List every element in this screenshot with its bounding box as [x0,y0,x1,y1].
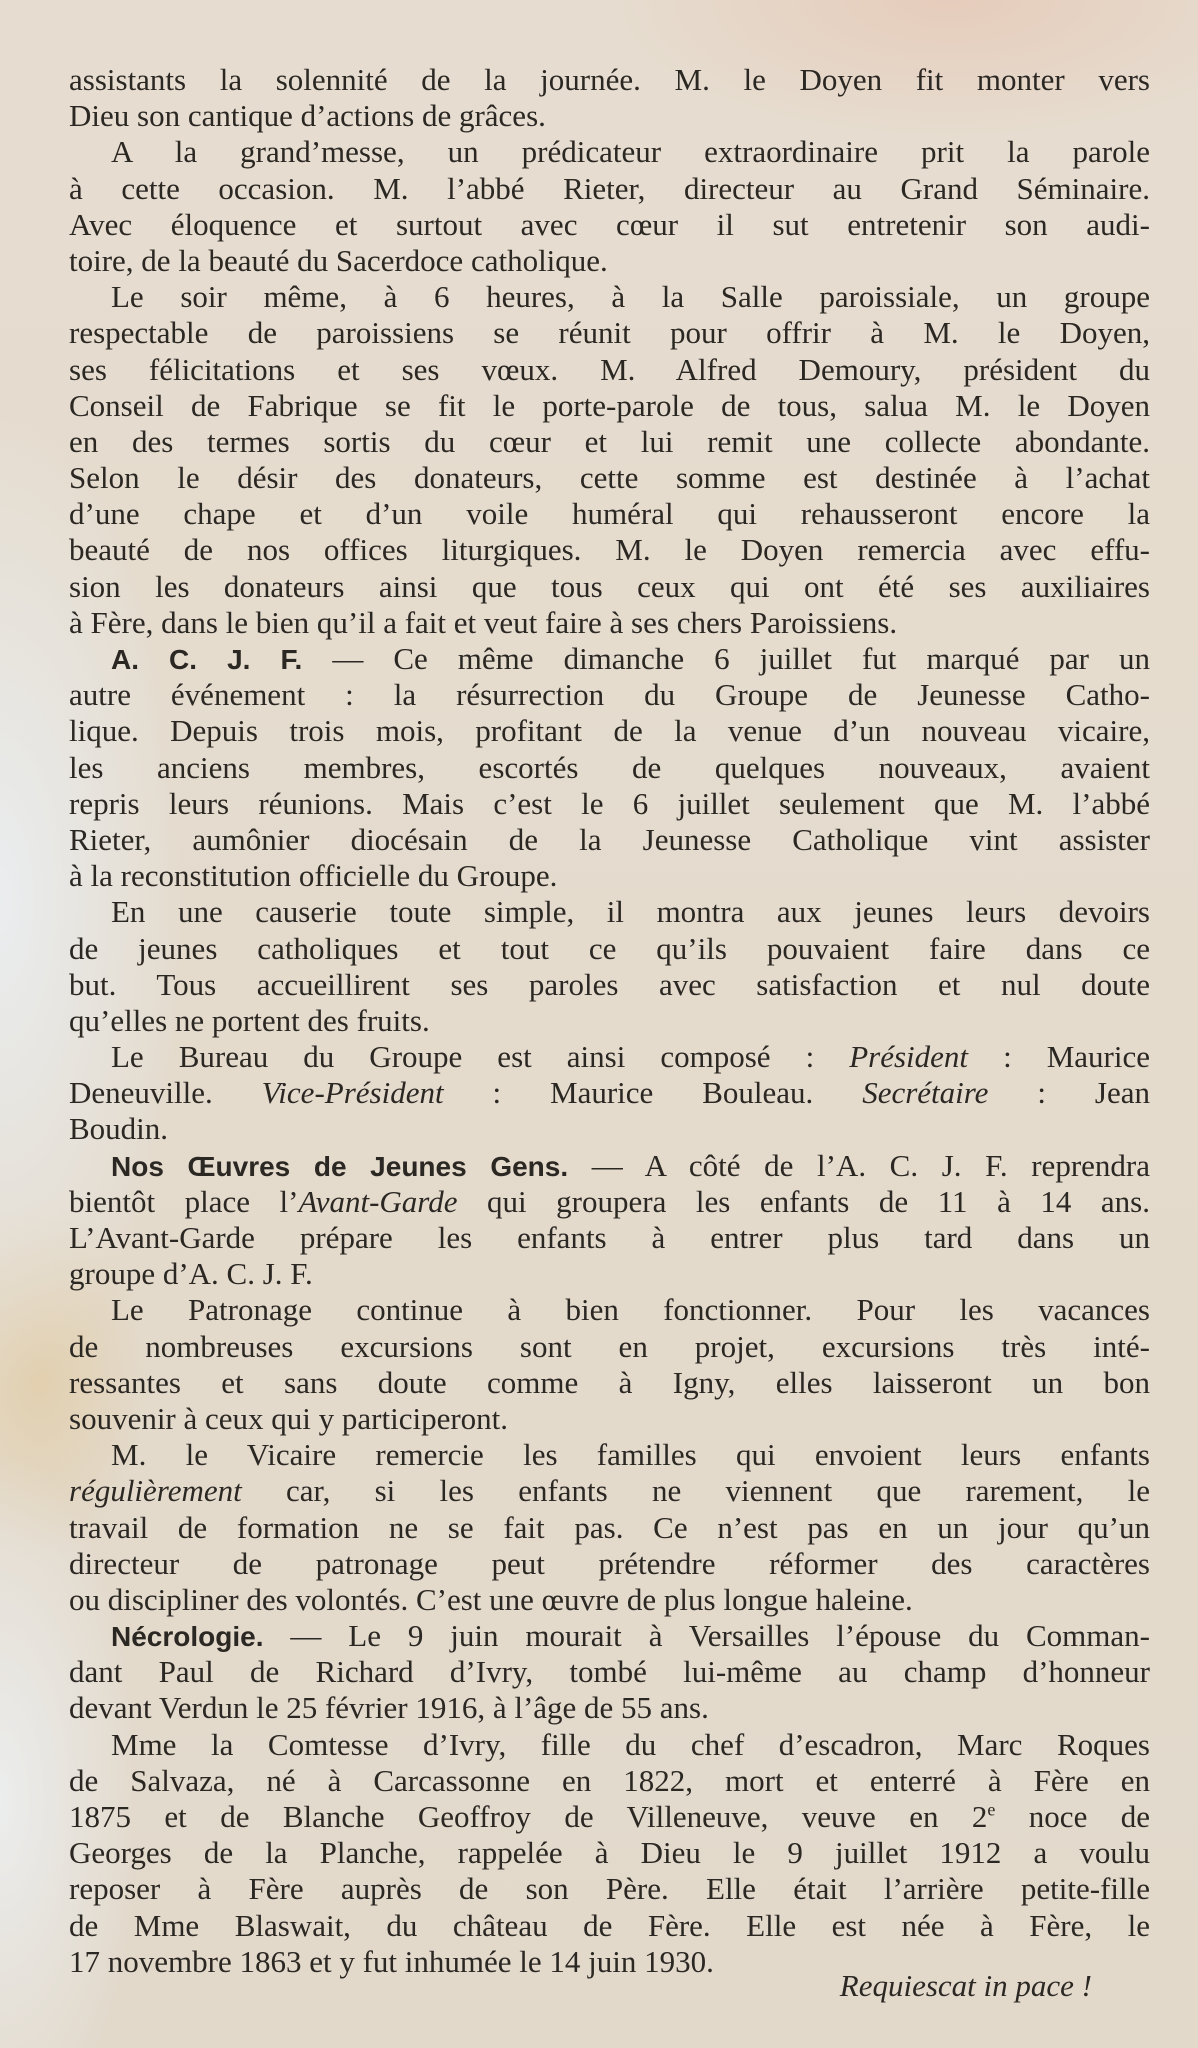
section-heading: Nécrologie. [111,1621,264,1653]
text-segment: bientôt place l’ [69,1183,299,1219]
text-line [69,1690,1150,1726]
text-segment: de nombreuses excursions sont en projet, excursions très inté- [69,1328,1150,1364]
text-line [69,967,1150,1003]
text-segment: à cette occasion. M. l’abbé Rieter, directeur au Grand Séminaire. [69,170,1150,206]
text-segment: repris leurs réunions. Mais c’est le 6 juillet seulement que M. l’abbé [69,785,1150,821]
text-line [69,605,1150,641]
text-segment: à Fère, dans le bien qu’il a fait et veut faire à ses chers Paroissiens. [69,604,898,640]
text-segment: Le soir même, à 6 heures, à la Salle paroissiale, un groupe [111,279,1150,315]
text-segment: qu’elles ne portent des fruits. [69,1002,430,1038]
text-segment: d’une chape et d’un voile huméral qui rehausseront encore la [69,496,1150,532]
text-line [69,1148,1150,1184]
text-segment: respectable de paroissiens se réunit pour offrir à M. le Doyen, [69,315,1150,351]
text-segment: — Le 9 juin mourait à Versailles l’épouse du Comman- [263,1618,1150,1654]
text-segment: ou discipliner des volontés. C’est une œuvre de plus longue haleine. [69,1581,913,1617]
text-segment: de jeunes catholiques et tout ce qu’ils pouvaient faire dans ce [69,930,1150,966]
text-line [69,1256,1150,1292]
text-segment: but. Tous accueillirent ses paroles avec satisfaction et nul doute [69,966,1150,1002]
text-line [69,388,1150,424]
text-segment: groupe d’A. C. J. F. [69,1256,313,1292]
text-line [69,496,1150,532]
superscript: e [987,1799,996,1820]
text-segment: : Maurice [968,1039,1150,1075]
text-line [69,134,1150,170]
text-segment: en des termes sortis du cœur et lui remit une collecte abondante. [69,423,1150,459]
text-line [69,1075,1150,1111]
text-segment: dant Paul de Richard d’Ivry, tombé lui-même au champ d’honneur [69,1654,1150,1690]
text-segment: directeur de patronage peut prétendre réformer des caractères [69,1545,1150,1581]
text-line [69,98,1150,134]
text-line [69,1184,1150,1220]
text-line [69,279,1150,315]
text-segment: à la reconstitution officielle du Groupe. [69,858,558,894]
text-segment: reposer à Fère auprès de son Père. Elle était l’arrière petite-fille [69,1871,1150,1907]
text-segment: Avec éloquence et surtout avec cœur il sut entretenir son audi- [69,206,1150,242]
text-line [69,1292,1150,1328]
text-segment: car, si les enfants ne viennent que rarement, le [241,1473,1150,1509]
italic-text: Secrétaire [862,1075,989,1111]
text-line [69,1473,1150,1509]
text-line [69,1111,1150,1147]
text-line [69,1835,1150,1871]
text-line [69,532,1150,568]
text-line [69,677,1150,713]
text-line [69,858,1150,894]
text-segment: autre événement : la résurrection du Groupe de Jeunesse Catho- [69,677,1150,713]
text-segment: travail de formation ne se fait pas. Ce n’est pas en un jour qu’un [69,1509,1150,1545]
text-line [69,822,1150,858]
document-page [69,62,1150,2004]
text-line [69,1220,1150,1256]
text-line [69,1003,1150,1039]
text-line [69,1799,1150,1835]
italic-text: régulièrement [69,1473,242,1509]
text-segment: Georges de la Planche, rappelée à Dieu le 9 juillet 1912 a voulu [69,1835,1150,1871]
text-segment: : Maurice Bouleau. [443,1075,863,1111]
text-line [69,62,1150,98]
text-segment: : Jean [988,1075,1150,1111]
text-line [69,1871,1150,1907]
text-line [69,786,1150,822]
text-segment: Le Patronage continue à bien fonctionner. Pour les vacances [111,1292,1150,1328]
text-segment: les anciens membres, escortés de quelques nouveaux, avaient [69,749,1150,785]
italic-text: Président [849,1039,969,1075]
text-line [69,1763,1150,1799]
italic-text: Requiescat in pace ! [839,1967,1092,2003]
text-segment: noce de [995,1799,1150,1834]
text-segment: Conseil de Fabrique se fit le porte-parole de tous, salua M. le Doyen [69,387,1150,423]
text-segment: assistants la solennité de la journée. M. le Doyen fit monter vers [69,62,1150,97]
text-segment: Boudin. [69,1111,169,1147]
text-segment: Selon le désir des donateurs, cette somme est destinée à l’achat [69,460,1150,496]
text-segment: En une causerie toute simple, il montra aux jeunes leurs devoirs [111,894,1150,930]
text-segment: lique. Depuis trois mois, profitant de la venue d’un nouveau vicaire, [69,713,1150,749]
text-segment: Deneuville. [69,1075,262,1111]
text-segment: M. le Vicaire remercie les familles qui envoient leurs enfants [111,1437,1150,1473]
italic-text: Avant-Garde [298,1183,458,1219]
section-heading: A. C. J. F. [111,644,303,675]
text-line [69,1654,1150,1690]
text-line [69,424,1150,460]
text-line [69,1365,1150,1401]
text-segment: de Mme Blaswait, du château de Fère. Elle est née à Fère, le [69,1907,1150,1943]
text-line [69,713,1150,749]
text-line [69,315,1150,351]
text-line [69,460,1150,496]
text-segment: Rieter, aumônier diocésain de la Jeunesse Catholique vint assister [69,821,1150,857]
text-line [69,894,1150,930]
text-segment: toire, de la beauté du Sacerdoce catholique. [69,242,608,278]
text-line [69,641,1150,677]
text-line [69,171,1150,207]
text-segment: souvenir à ceux qui y participeront. [69,1400,509,1436]
text-segment: qui groupera les enfants de 11 à 14 ans. [457,1183,1150,1219]
text-segment: sion les donateurs ainsi que tous ceux qui ont été ses auxiliaires [69,568,1150,604]
text-segment: Le Bureau du Groupe est ainsi composé : [111,1039,850,1075]
text-segment: 1875 et de Blanche Geoffroy de Villeneuve, veuve en 2 [69,1799,988,1834]
text-line [69,750,1150,786]
text-line [69,1546,1150,1582]
text-segment: Dieu son cantique d’actions de grâces. [69,98,546,134]
text-segment: Mme la Comtesse d’Ivry, fille du chef d’escadron, Marc Roques [111,1726,1150,1762]
text-line [69,1510,1150,1546]
text-line [69,931,1150,967]
text-segment: 17 novembre 1863 et y fut inhumée le 14 juin 1930. [69,1943,714,1979]
text-segment: devant Verdun le 25 février 1916, à l’âge de 55 ans. [69,1690,709,1726]
text-segment: ressantes et sans doute comme à Igny, elles laisseront un bon [69,1364,1150,1400]
text-line [69,569,1150,605]
text-line [69,1727,1150,1763]
text-line [69,1618,1150,1654]
text-segment: — A côté de l’A. C. J. F. reprendra [568,1147,1150,1183]
text-segment: — Ce même dimanche 6 juillet fut marqué par un [302,641,1150,676]
text-segment: beauté de nos offices liturgiques. M. le Doyen remercia avec effu- [69,532,1150,568]
text-segment: L’Avant-Garde prépare les enfants à entrer plus tard dans un [69,1220,1150,1255]
text-line [69,1329,1150,1365]
section-heading: Nos Œuvres de Jeunes Gens. [111,1150,569,1182]
text-line [69,243,1150,279]
text-line [69,352,1150,388]
text-segment: de Salvaza, né à Carcassonne en 1822, mort et enterré à Fère en [69,1762,1150,1798]
text-line [69,1401,1150,1437]
text-line [69,207,1150,243]
text-segment: ses félicitations et ses vœux. M. Alfred Demoury, président du [69,351,1150,387]
text-line [69,1039,1150,1075]
italic-text: Vice-Président [261,1075,444,1111]
text-line [69,1908,1150,1944]
text-segment: A la grand’messe, un prédicateur extraordinaire prit la parole [111,134,1150,170]
text-line [69,1582,1150,1618]
text-line [69,1437,1150,1473]
